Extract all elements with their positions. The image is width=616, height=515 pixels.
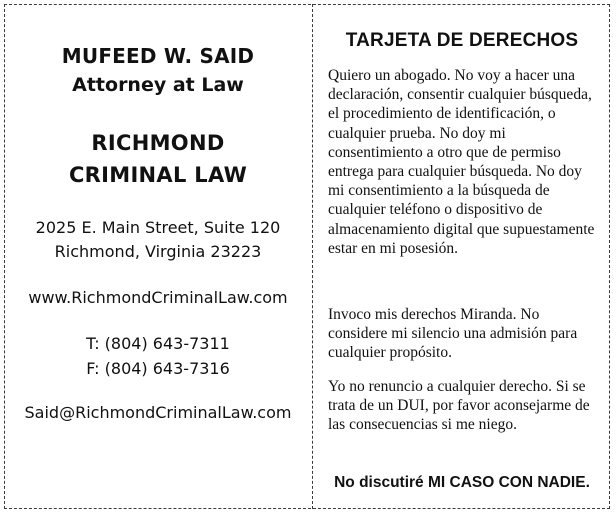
fold-divider <box>312 4 313 509</box>
rights-paragraph-2: Invoco mis derechos Miranda. No considere mi silencio una admisión para cualquier propósito. <box>328 306 578 362</box>
rights-heading: TARJETA DE DERECHOS <box>345 30 579 51</box>
firm-name-line2: CRIMINAL LAW <box>68 163 248 187</box>
firm-name-line1: RICHMOND <box>91 131 225 155</box>
attorney-name: MUFEED W. SAID <box>61 44 255 68</box>
rights-paragraph-3: Yo no renuncio a cualquier derecho. Si se trata de un DUI, por favor aconsejarme de las consecuencias si me niego. <box>328 378 590 434</box>
website-link[interactable]: www.RichmondCriminalLaw.com <box>28 288 288 307</box>
rights-card-panel <box>320 6 604 506</box>
fax-number: F: (804) 643-7316 <box>86 359 230 378</box>
address-line1: 2025 E. Main Street, Suite 120 <box>35 218 281 237</box>
phone-number: T: (804) 643-7311 <box>86 334 230 353</box>
address-line2: Richmond, Virginia 23223 <box>54 242 262 261</box>
rights-footer: No discutiré MI CASO CON NADIE. <box>334 474 590 491</box>
attorney-info-panel <box>6 6 310 506</box>
email-link[interactable]: Said@RichmondCriminalLaw.com <box>24 403 292 422</box>
attorney-title: Attorney at Law <box>72 74 244 96</box>
rights-paragraph-1: Quiero un abogado. No voy a hacer una declaración, consentir cualquier búsqueda, el procedimiento de identificación, o cualquier prueba. No doy mi consentimiento a otro que de permiso entrega para cualquier búsqueda. No doy mi consentimiento a la búsqueda de cualquier teléfono o dispositivo de almacenamiento digital que supuestamente estar en mi posesión. <box>328 67 595 257</box>
